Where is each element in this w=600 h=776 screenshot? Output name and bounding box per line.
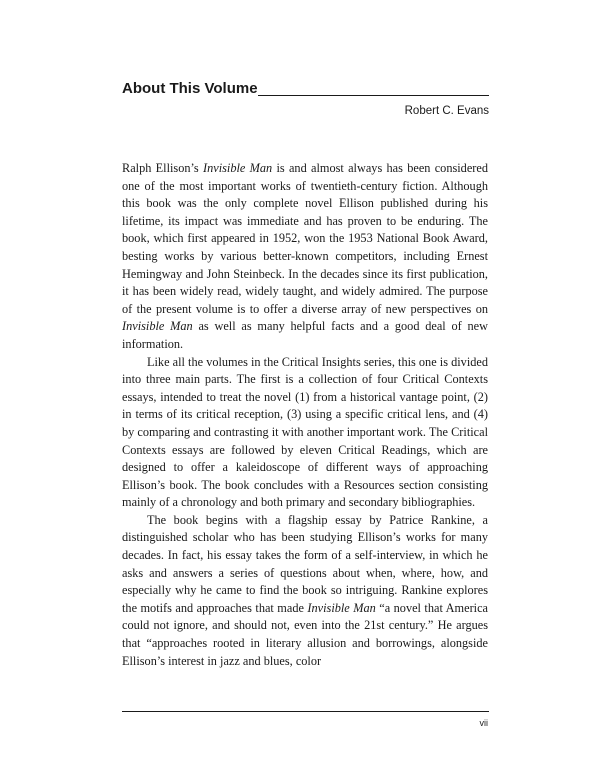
text-segment: Ralph Ellison’s	[122, 161, 203, 175]
text-segment: The book begins with a flagship essay by Patrice Rankine, a distinguished scholar who has been studying Ellison’s works for many decades. In fact, his essay takes the form of a self-interview, in which he asks and answers a series of questions about when, where, how, and especially why he came to find the book so intriguing. Rankine explores the motifs and approaches that made	[122, 512, 488, 615]
book-title-italic: Invisible Man	[203, 161, 273, 175]
footer-rule	[122, 711, 489, 712]
page-number: vii	[479, 718, 488, 728]
heading-rule	[258, 95, 489, 96]
text-segment: Like all the volumes in the Critical Insights series, this one is divided into three main parts. The first is a collection of four Critical Contexts essays, intended to treat the novel (1) from a historical vantage point, (2) in terms of its critical reception, (3) using a specific critical lens, and (4) by comparing and contrasting it with another important work. The Critical Contexts essays are followed by eleven Critical Readings, which are designed to offer a kaleidoscope of different ways of approaching Ellison’s book. The book concludes with a Resources section consisting mainly of a chronology and both primary and secondary bibliographies.	[122, 354, 488, 510]
body-text	[122, 160, 488, 670]
book-title-italic: Invisible Man	[122, 319, 193, 334]
book-title-italic: Invisible Man	[307, 600, 376, 615]
paragraph-1	[122, 160, 488, 354]
paragraph-3	[122, 512, 488, 670]
paragraph-2	[122, 354, 488, 512]
heading-row	[122, 80, 489, 97]
page-title: About This Volume	[122, 80, 258, 97]
text-segment: is and almost always has been considered one of the most important works of twentieth-century fiction. Although this book was the only complete novel Ellison published during his lifetime, its impact was immediate and has proven to be enduring. The book, which first appeared in 1952, won the 1953 National Book Award, besting works by various better-known competitors, including Ernest Hemingway and John Steinbeck. In the decades since its first publication, it has been widely read, widely taught, and widely admired. The purpose of the present volume is to offer a diverse array of new perspectives on	[122, 161, 488, 316]
text-segment: as well as many helpful facts and a good deal of new information.	[122, 319, 488, 351]
author-name: Robert C. Evans	[404, 105, 489, 117]
text-segment: “a novel that America could not ignore, and should not, even into the 21st century.” He argues that “approaches rooted in literary allusion and borrowings, alongside Ellison’s interest in jazz and blues, color	[122, 600, 488, 668]
